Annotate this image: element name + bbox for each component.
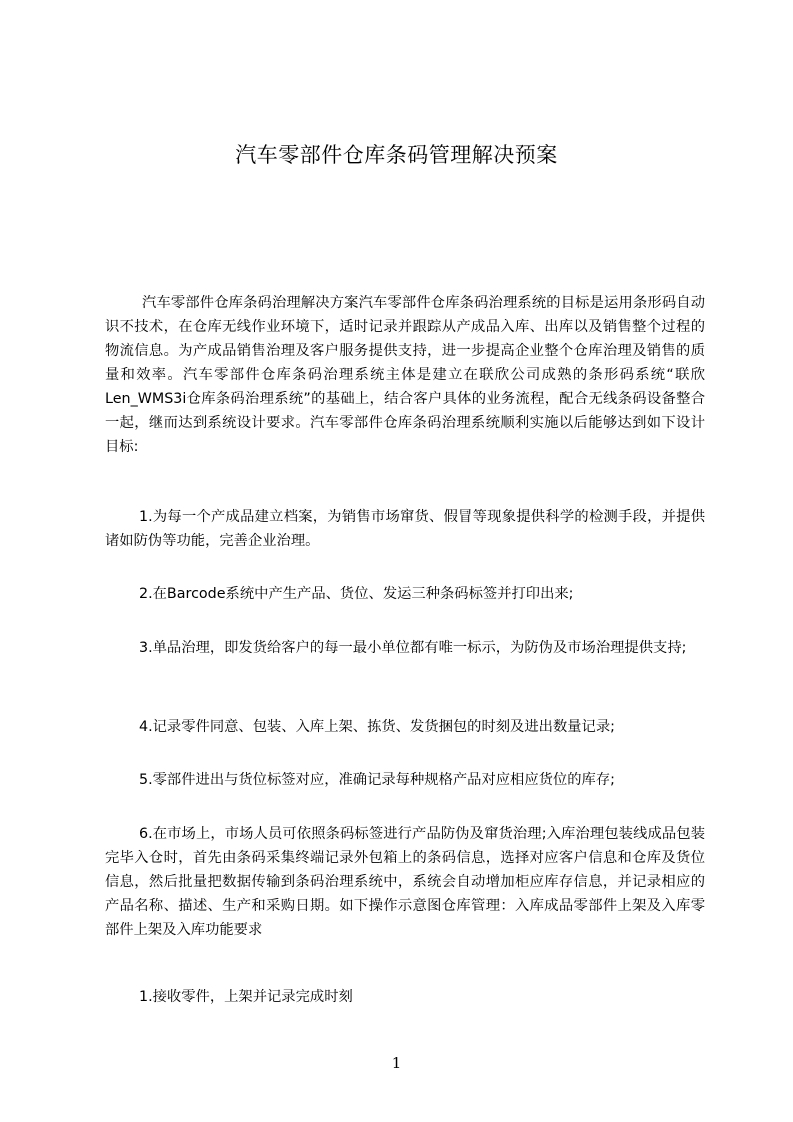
document-title: 汽车零部件仓库条码管理解决预案: [235, 143, 558, 167]
list-item: 2.在Barcode系统中产生产品、货位、发运三种条码标签并打印出来;: [139, 586, 574, 602]
list-item: 3.单品治理，即发货给客户的每一最小单位都有唯一标示，为防伪及市场治理提供支持;: [139, 640, 687, 656]
list-item: 6.在市场上，市场人员可依照条码标签进行产品防伪及窜货治理;入库治理包装线成品包装完毕入仓时，首先由条码采集终端记录外包箱上的条码信息，选择对应客户信息和仓库及货位信息，然后批量把数据传输到条码治理系统中，系统会自动增加柜应库存信息，并记录相应的产品名称、描述、生产和采购日期。如下操作示意图仓库管理：入库成品零部件上架及入库零部件上架及入库功能要求: [105, 826, 705, 938]
page-number: 1: [391, 1054, 402, 1072]
list-item: 1.为每一个产成品建立档案，为销售市场窜货、假冒等现象提供科学的检测手段，并提供诸如防伪等功能，完善企业治理。: [105, 509, 705, 549]
list-item: 5.零部件进出与货位标签对应，准确记录每种规格产品对应相应货位的库存;: [139, 772, 615, 788]
list-item: 4.记录零件同意、包装、入库上架、拣货、发货捆包的时刻及进出数量记录;: [139, 719, 615, 735]
intro-paragraph: 汽车零部件仓库条码治理解决方案汽车零部件仓库条码治理系统的目标是运用条形码自动识不技术，在仓库无线作业环境下，适时记录并跟踪从产成品入库、出库以及销售整个过程的物流信息。为产成品销售治理及客户服务提供支持，进一步提高企业整个仓库治理及销售的质量和效率。汽车零部件仓库条码治理系统主体是建立在联欣公司成熟的条形码系统“联欣Len_WMS3i仓库条码治理系统”的基础上，结合客户具体的业务流程，配合无线条码设备整合一起，继而达到系统设计要求。汽车零部件仓库条码治理系统顺利实施以后能够达到如下设计目标:: [105, 295, 705, 455]
list-item: 1.接收零件，上架并记录完成时刻: [139, 989, 353, 1005]
